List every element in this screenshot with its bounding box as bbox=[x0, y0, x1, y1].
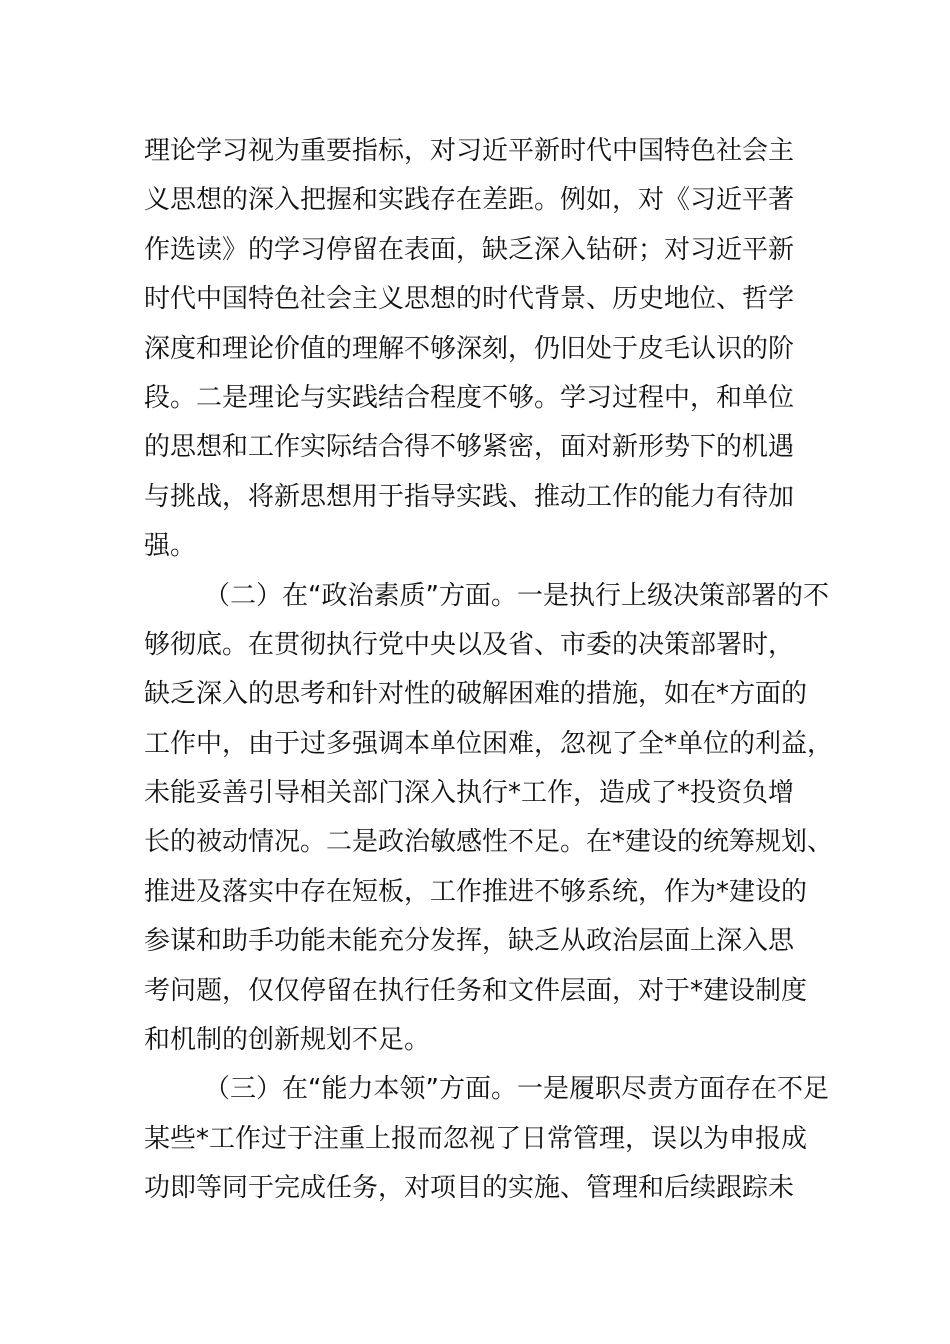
text-line: 长的被动情况。二是政治敏感性不足。在*建设的统筹规划、 bbox=[144, 827, 834, 858]
text-line: 未能妥善引导相关部门深入执行*工作，造成了*投资负增 bbox=[144, 778, 795, 809]
text-line: 功即等同于完成任务，对项目的实施、管理和后续跟踪未 bbox=[144, 1173, 795, 1204]
text-line: 时代中国特色社会主义思想的时代背景、历史地位、哲学 bbox=[144, 284, 795, 315]
text-line: 理论学习视为重要指标，对习近平新时代中国特色社会主 bbox=[144, 136, 795, 166]
text-line: 缺乏深入的思考和针对性的破解困难的措施，如在*方面的 bbox=[144, 679, 808, 710]
text-line: 和机制的创新规划不足。 bbox=[144, 1025, 431, 1056]
section-heading-line: （二）在“政治素质”方面。一是执行上级决策部署的不 bbox=[204, 580, 829, 611]
body-text bbox=[144, 127, 844, 1214]
text-line: 考问题，仅仅停留在执行任务和文件层面，对于*建设制度 bbox=[144, 975, 808, 1006]
text-line: 的思想和工作实际结合得不够紧密，面对新形势下的机遇 bbox=[144, 432, 795, 463]
text-line: 深度和理论价值的理解不够深刻，仍旧处于皮毛认识的阶 bbox=[144, 333, 795, 364]
text-line: 某些*工作过于注重上报而忽视了日常管理，误以为申报成 bbox=[144, 1123, 808, 1154]
text-line: 义思想的深入把握和实践存在差距。例如，对《习近平著 bbox=[144, 185, 795, 216]
section-heading-line: （三）在“能力本领”方面。一是履职尽责方面存在不足 bbox=[204, 1074, 829, 1105]
text-line: 作选读》的学习停留在表面，缺乏深入钻研；对习近平新 bbox=[144, 234, 795, 265]
text-line: 与挑战，将新思想用于指导实践、推动工作的能力有待加 bbox=[144, 481, 795, 512]
text-line: 推进及落实中存在短板，工作推进不够系统，作为*建设的 bbox=[144, 876, 808, 907]
text-line: 强。 bbox=[144, 531, 197, 562]
text-line: 够彻底。在贯彻执行党中央以及省、市委的决策部署时， bbox=[144, 629, 795, 660]
text-line: 段。二是理论与实践结合程度不够。学习过程中，和单位 bbox=[144, 382, 795, 413]
text-line: 参谋和助手功能未能充分发挥，缺乏从政治层面上深入思 bbox=[144, 926, 795, 957]
text-line: 工作中，由于过多强调本单位困难，忽视了全*单位的利益， bbox=[144, 728, 834, 759]
